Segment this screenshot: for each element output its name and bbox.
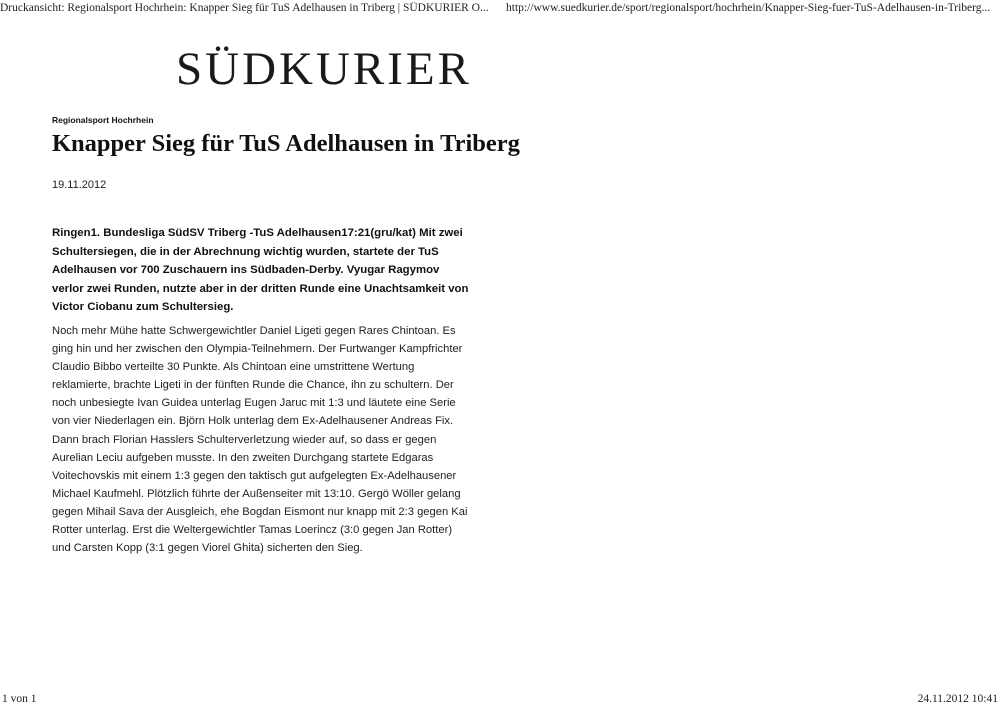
- print-footer-page: 1 von 1: [2, 693, 37, 705]
- article-date: 19.11.2012: [52, 179, 107, 191]
- article-body: Noch mehr Mühe hatte Schwergewichtler Daniel Ligeti gegen Rares Chintoan. Es ging hin und her zwischen den Olympia-Teilnehmern. Der Furtwanger Kampfrichter Claudio Bibbo verteilte 30 Punkte. Als Chintoan eine umstrittene Wertung reklamierte, brachte Ligeti in der fünften Runde die Chance, ihn zu schultern. Der noch unbesiegte Ivan Guidea unterlag Eugen Jaruc mit 1:3 und läutete eine Serie von vier Niederlagen ein. Björn Holk unterlag dem Ex-Adelhausener Andreas Fix. Dann brach Florian Hasslers Schulterverletzung wieder auf, so dass er gegen Aurelian Leciu aufgeben musste. In den zweiten Durchgang startete Edgaras Voitechovskis mit einem 1:3 gegen den taktisch gut aufgelegten Ex-Adelhausener Michael Kaufmehl. Plötzlich führte der Außenseiter mit 13:10. Gergö Wöller gelang gegen Mihail Sava der Ausgleich, ehe Bogdan Eismont nur knapp mit 2:3 gegen Kai Rotter unterlag. Erst die Weltergewichtler Tamas Loerincz (3:0 gegen Jan Rotter) und Carsten Kopp (3:1 gegen Viorel Ghita) sicherten den Sieg.: [52, 325, 468, 555]
- print-footer-timestamp: 24.11.2012 10:41: [917, 693, 998, 705]
- newspaper-logo: SÜDKURIER: [176, 43, 472, 95]
- print-header: [0, 2, 1000, 18]
- print-header-url: http://www.suedkurier.de/sport/regionalsport/hochrhein/Knapper-Sieg-fuer-TuS-Adelhausen-in-Triberg...: [506, 2, 991, 14]
- article-headline: Knapper Sieg für TuS Adelhausen in Triberg: [52, 130, 520, 157]
- article-lead: Ringen1. Bundesliga SüdSV Triberg -TuS Adelhausen17:21(gru/kat) Mit zwei Schultersiegen, die in der Abrechnung wichtig wurden, startete der TuS Adelhausen vor 700 Zuschauern ins Südbaden-Derby. Vyugar Ragymov verlor zwei Runden, nutzte aber in der dritten Runde eine Unachtsamkeit von Victor Ciobanu zum Schultersieg.: [52, 227, 469, 314]
- print-header-title: Druckansicht: Regionalsport Hochrhein: Knapper Sieg für TuS Adelhausen in Triberg | SÜDKURIER O...: [0, 2, 489, 14]
- article-section: Regionalsport Hochrhein: [52, 115, 154, 125]
